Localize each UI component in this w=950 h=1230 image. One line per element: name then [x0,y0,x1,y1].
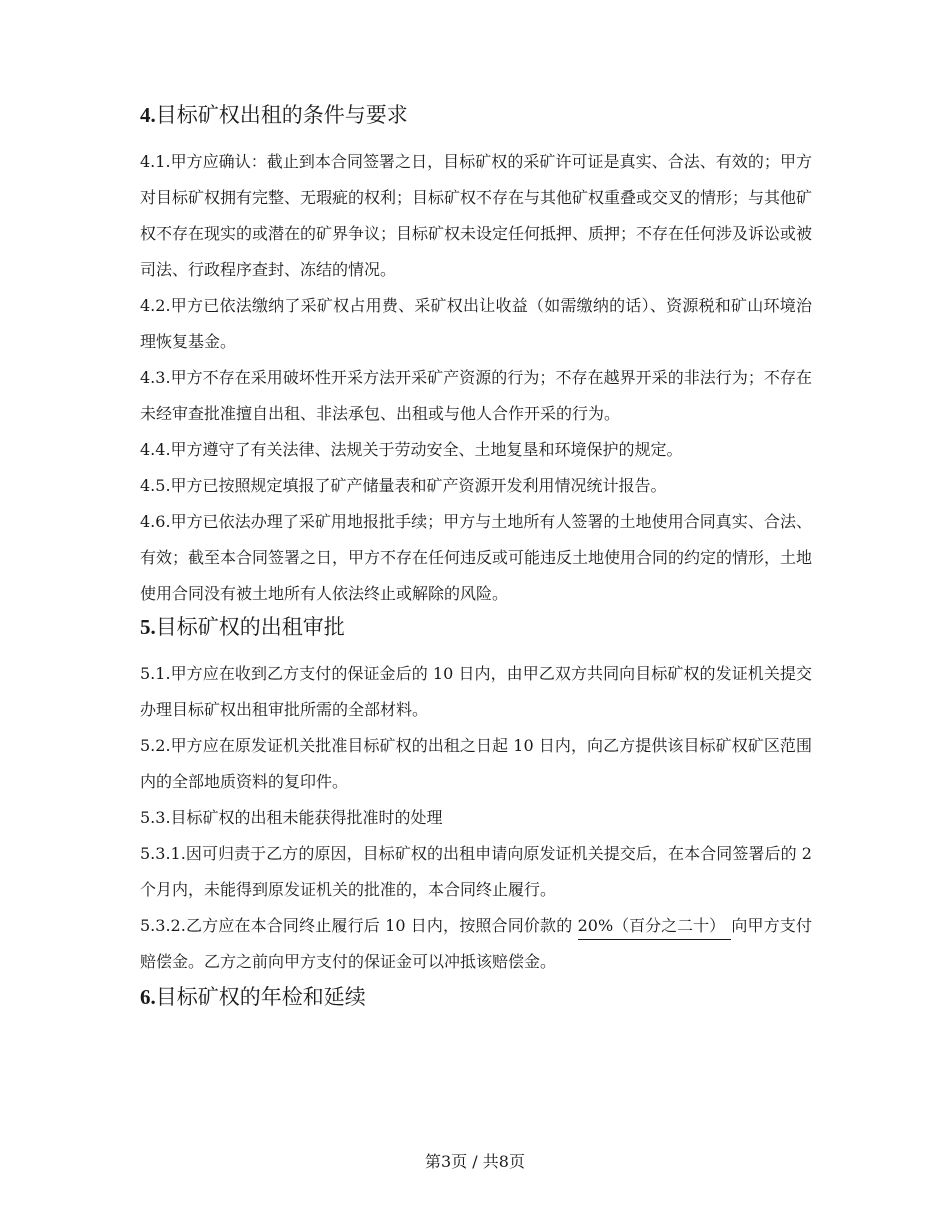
clause-5-2: 5.2.甲方应在原发证机关批准目标矿权的出租之日起 10 日内，向乙方提供该目标矿权矿区范围内的全部地质资料的复印件。 [140,736,812,791]
compensation-rate-underlined: 20%（百分之二十） [578,913,732,940]
section-6-number: 6. [140,985,156,1009]
clause-4-3: 4.3.甲方不存在采用破坏性开采方法开采矿产资源的行为；不存在越界开采的非法行为；不存在未经审查批准擅自出租、非法承包、出租或与他人合作开采的行为。 [140,368,812,423]
clause-4-4: 4.4.甲方遵守了有关法律、法规关于劳动安全、土地复垦和环境保护的规定。 [140,440,683,459]
section-4-title: 目标矿权出租的条件与要求 [155,103,408,127]
section-6-title: 目标矿权的年检和延续 [155,985,366,1009]
section-5-heading [140,612,812,642]
clause-4-2: 4.2.甲方已依法缴纳了采矿权占用费、采矿权出让收益（如需缴纳的话）、资源税和矿山环境治理恢复基金。 [140,296,812,351]
clause-4-1: 4.1.甲方应确认：截止到本合同签署之日，目标矿权的采矿许可证是真实、合法、有效的；甲方对目标矿权拥有完整、无瑕疵的权利；目标矿权不存在与其他矿权重叠或交叉的情形；与其他矿权不存在现实的或潜在的矿界争议；目标矿权未设定任何抵押、质押；不存在任何涉及诉讼或被司法、行政程序查封、冻结的情况。 [140,152,813,279]
document-body [140,100,812,1026]
section-6-heading [140,982,812,1012]
clause-5-3-2-text-start: 5.3.2.乙方应在本合同终止履行后 10 日内，按照合同价款的 [140,916,578,935]
clause-5-3-2 [140,908,812,980]
section-5-number: 5. [140,615,156,639]
clause-5-1: 5.1.甲方应在收到乙方支付的保证金后的 10 日内，由甲乙双方共同向目标矿权的发证机关提交办理目标矿权出租审批所需的全部材料。 [140,664,812,719]
page-number-footer: 第3页 / 共8页 [425,1152,525,1171]
section-4-heading [140,100,812,130]
clause-5-3: 5.3.目标矿权的出租未能获得批准时的处理 [140,808,443,827]
clause-5-3-2-text-end: 向甲方支付赔偿金。乙方之前向甲方支付的保证金可以冲抵该赔偿金。 [140,916,812,971]
section-4-number: 4. [140,103,156,127]
clause-4-5: 4.5.甲方已按照规定填报了矿产储量表和矿产资源开发利用情况统计报告。 [140,476,667,495]
clause-4-6: 4.6.甲方已依法办理了采矿用地报批手续；甲方与土地所有人签署的土地使用合同真实、合法、有效；截至本合同签署之日，甲方不存在任何违反或可能违反土地使用合同的约定的情形，土地使用合同没有被土地所有人依法终止或解除的风险。 [140,512,813,603]
section-5-title: 目标矿权的出租审批 [155,615,345,639]
clause-5-3-1: 5.3.1.因可归责于乙方的原因，目标矿权的出租申请向原发证机关提交后，在本合同签署后的 2 个月内，未能得到原发证机关的批准的，本合同终止履行。 [140,844,812,899]
